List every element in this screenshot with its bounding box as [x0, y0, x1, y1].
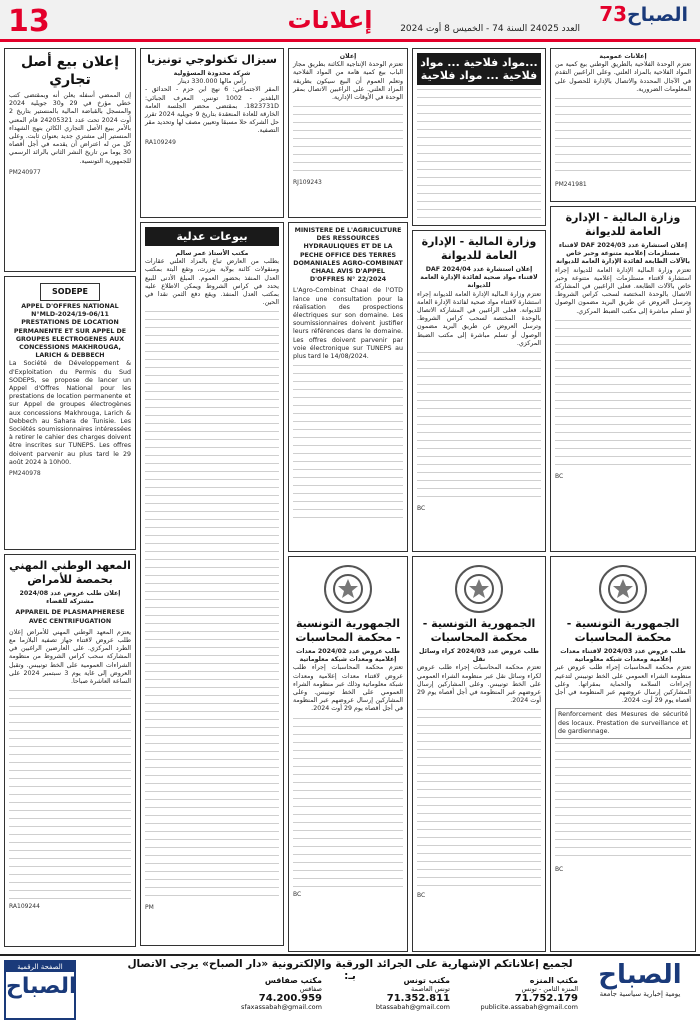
office-tunis [330, 976, 450, 1012]
ad-body: تعتزم الوحدة الفلاحية بالطريق الوطني بيع كمية من المواد الفلاحية بالمزاد العلني. وعلى الراغبين التقدم في الآجال المحددة والاتصال بالإدارة للحصول على المعلومات الضرورية. [555, 61, 691, 93]
ad-subtitle: إعلان استشارة عدد 04/DAF 2024 لاقتناء مواد صحية لفائدة الإدارة العامة للديوانة [420, 266, 538, 290]
footer-headline: لجميع إعلاناتكم الإشهارية على الجرائد الورقية والإلكترونية «دار الصباح» يرجى الاتصال بـ: [127, 958, 573, 982]
ad-text-block [9, 690, 131, 900]
masthead-number: 73 [599, 2, 628, 26]
ad-body: يعتزم المعهد الوطني المهني للأمراض إعلان طلب عروض لاقتناء جهاز تصفية البلازما مع الطرد المركزي. على العارضين الراغبين في المشاركة سحب كراس الشروط من منظومة الشراءات العمومية على الخط تونيبس. وتقبل العروض إلى غاية يوم 3 سبتمبر 2024 على الساعة العاشرة صباحا. [9, 628, 131, 686]
ad-public-notice [550, 48, 696, 202]
section-title: إعلانات [287, 6, 373, 34]
ad-text-block [417, 352, 541, 502]
footer-digital-logo[interactable] [4, 960, 76, 1020]
ad-title: إعلان بيع أصل تجاري [20, 54, 120, 88]
ad-subtitle: طلب عروض عدد 2024/02 معدات إعلامية ومعدات شبكة معلوماتية [296, 648, 400, 664]
ad-body: L'Agro-Combinat Chaal de l'OTD lance une consultation pour la réalisation des prospections électriques sur son domaine. Les soumissionnaires doivent justifier leurs références dans le domaine. Les offres doivent parvenir par voie électronique sur TUNEPS au plus tard le 14/08/2024. [293, 287, 403, 361]
office-sfax [202, 976, 322, 1012]
ad-office: مكتب الأستاذ عمر سالم [175, 250, 249, 257]
ad-text-block [417, 89, 541, 226]
ad-text-block [145, 311, 279, 901]
ad-body: المقر الاجتماعي: 6 نهج ابن حزم - الحدائق - البلفدير - 1002 تونس. المعرف الجبائي: 1823731D. بمقتضى محضر الجلسة العامة الخارقة للعادة المنعقدة بتاريخ 9 جويلية 2024 تقرر حل الشركة حلا مسبقا وتعيين مصف لها وتحديد مقر التصفية. [145, 86, 279, 135]
ad-reference: PM240977 [9, 168, 41, 176]
ad-reference: BC [417, 505, 426, 513]
ad-title: الجمهورية التونسية - محكمة المحاسبات [422, 617, 536, 644]
ad-body: إن الممضي أسفله يعلن أنه وبمقتضى كتب خطي مؤرخ في 29 و30 جويلية 2024 والمسجل بالقباضة المالية بالمنستير بتاريخ 2 أوت 2024 تحت عدد 24205321 قام المعني بالأمر ببيع الأصل التجاري الكائن بنهج الشهداء المنستير إلى مشتري جديد بعنوان ثابت. وعلى كل من له اعتراض أن يقدمه في أجل أقصاه 30 يوما من تاريخ النشر الثاني بالرائد الرسمي للجمهورية التونسية. [9, 92, 131, 165]
ad-sodepe-tender [4, 276, 136, 550]
ad-text-block [555, 743, 691, 863]
ad-title: ...مواد فلاحية ... مواد فلاحية ... مواد فلاحية [417, 53, 541, 85]
ad-subtitle: شركة محدودة المسؤولية [173, 70, 251, 77]
right-column [550, 48, 696, 952]
ad-company-dissolution [140, 48, 284, 218]
office-email[interactable]: btassabah@gmail.com [375, 1003, 450, 1011]
ad-reference: BC [417, 892, 426, 900]
ad-agri-notice [288, 48, 408, 218]
ad-title: بيوعات عدلية [145, 227, 279, 246]
ad-body: تعتزم وزارة المالية الإدارة العامة للديوانة إجراء استشارة لاقتناء مواد صحية لفائدة الإدارة العامة للديوانة. فعلى الراغبين في المشاركة الاتصال بالوحدة المختصة لسحب كراس الشروط. وترسل العروض عن طريق البريد مضمون الوصول أو تسلم مباشرة إلى مكتب الضبط المركزي. [417, 290, 541, 347]
ad-text-block [417, 709, 541, 889]
ad-body: تعتزم محكمة المحاسبات إجراء طلب عروض لاقتناء معدات إعلامية ومعدات شبكة معلوماتية وذلك عبر منظومة الشراء العمومي على الخط تونيبس. وعلى المشاركين إرسال عروضهم عبر المنظومة في أجل أقصاه يوم 29 أوت 2024. [293, 664, 403, 713]
ad-title: وزارة المالية - الإدارة العامة للديوانة [565, 211, 681, 238]
page-header [0, 0, 700, 42]
office-phone[interactable]: 71.352.811 [386, 993, 450, 1004]
office-address: تونس العاصمة [411, 985, 450, 993]
ad-title: سيزال تكنولوجي تونيزيا [147, 53, 277, 66]
ad-ministry-agriculture [288, 222, 408, 552]
tunisia-emblem-icon [324, 565, 372, 613]
ad-text-block [555, 98, 691, 178]
masthead-name: الصباح [627, 4, 688, 26]
ad-fr-notice: Renforcement des Mesures de sécurité des locaux. Prestation de surveillance et de gardiennage. [555, 708, 691, 739]
ad-text-block [293, 106, 403, 176]
ad-subtitle: إعلان طلب عروض عدد 2024/08 مشتركة للقضاء [19, 590, 121, 606]
ad-subtitle: طلب عروض عدد 2024/03 لاقتناء معدات إعلامية ومعدات شبكة معلوماتية [560, 648, 686, 664]
left-column [4, 48, 136, 952]
ad-reference: RA109244 [9, 903, 40, 911]
digital-label: الصفحة الرقمية [6, 962, 74, 972]
ad-reference: PM [145, 904, 154, 912]
office-email[interactable]: sfaxassabah@gmail.com [241, 1003, 322, 1011]
column-2 [140, 48, 284, 952]
office-address: المنزه الثامن - تونس [521, 985, 578, 993]
ad-label: إعلانات عمومية [599, 53, 647, 60]
ad-body: تعتزم محكمة المحاسبات إجراء طلب عروض عبر منظومة الشراء العمومي على الخط تونيبس لتدعيم إجراءات السلامة والحماية بمقراتها. وعلى المشاركين إرسال عروضهم عبر المنظومة في أجل أقصاه يوم 29 أوت 2024. [555, 664, 691, 705]
page-footer [0, 954, 700, 1023]
footer-brand-logo[interactable] [584, 960, 696, 998]
ad-institute-tender [4, 554, 136, 947]
ad-judicial-sales [140, 222, 284, 946]
ad-body: تعتزم الوحدة الإنتاجية الكائنة بطريق مجاز الباب بيع كمية هامة من المواد الفلاحية وتعلم العموم أن البيع سيكون بطريقة المزاد العلني. على الراغبين الاتصال بمقر الوحدة في الأوقات الإدارية. [293, 61, 403, 102]
tunisia-emblem-icon [599, 565, 647, 613]
masthead-logo[interactable] [592, 2, 692, 28]
digital-brand-name: الصباح [6, 974, 77, 999]
ad-label: إعلان [339, 53, 357, 60]
ad-subtitle: طلب عروض عدد 2024/03 كراء وسائل نقل [419, 648, 539, 664]
ad-body: La Société de Développement & d'Exploitation du Permis du Sud SODEPS, se propose de lancer un Appel d'Offres National pour les prestations de location permanente et sur Appel de groupes électrogènes aux concessions Makhrouga, Larich & Debbech au Sahara de Tunisie. Les Sociétés soumissionnaires intéressées à retirer le cahier des charges doivent être inscrites sur TUNEPS. Les offres doivent parvenir au plus tard le 29 août 2024 à 10h00. [9, 360, 131, 466]
brand-name: الصباح [598, 960, 682, 990]
ad-court-tender-a [288, 556, 408, 952]
ad-reference: BC [293, 890, 302, 898]
column-4 [412, 48, 546, 952]
ad-text-block [555, 320, 691, 470]
column-3 [288, 48, 408, 952]
ad-reference: RJ109243 [293, 179, 322, 187]
ad-reference: PM240978 [9, 470, 41, 478]
ad-body: تعتزم وزارة المالية الإدارة العامة للديوانة إجراء استشارة لاقتناء مستلزمات إعلامية متنوعة وحبر خاص بالآلات الطابعة. فعلى الراغبين في المشاركة الاتصال بالوحدة المختصة لسحب كراس الشروط. وترسل العروض عن طريق البريد مضمون الوصول أو تسلم مباشرة إلى مكتب الضبط المركزي. [555, 266, 691, 315]
ad-title: الجمهورية التونسية - محكمة المحاسبات [295, 617, 401, 644]
office-name: مكتب تونس [403, 976, 450, 985]
ad-reference: RA109249 [145, 138, 176, 146]
office-address: صفاقس [299, 985, 322, 993]
office-name: مكتب صفاقس [264, 976, 322, 985]
brand-tagline: يومية إخبارية سياسية جامعة [599, 990, 681, 998]
ad-body: بطلب من العارض تباع بالمزاد العلني عقارات ومنقولات كائنة بولاية بنزرت، وتقع البتة بمكتب العدل المنفذ بحضور العموم. المبلغ الأدنى للبيع يحدد في كراس الشروط ويمكن الاطلاع عليه بمكتب العدل المنفذ. ويقع دفع الثمن نقدا في الحين. [145, 258, 279, 307]
ad-customs-tender-b [550, 206, 696, 552]
office-menzah [458, 976, 578, 1012]
ad-sale-business [4, 48, 136, 272]
ad-reference: PM241981 [555, 181, 587, 189]
ad-title: المعهد الوطني المهني بحمصة للأمراض [9, 559, 131, 586]
office-email[interactable]: publicite.assabah@gmail.com [480, 1003, 578, 1011]
ad-subtitle: إعلان استشارة عدد 03/DAF 2024 لاقتناء مستلزمات إعلامية متنوعة وحبر خاص بالآلات الطابعة لفائدة الإدارة العامة للديوانة [555, 242, 691, 266]
office-phone[interactable]: 74.200.959 [258, 993, 322, 1004]
office-name: مكتب المنزه [529, 976, 578, 985]
ad-capital: رأس مالها 330.000 دينار [178, 78, 246, 86]
office-phone[interactable]: 71.752.179 [514, 993, 578, 1004]
ad-title: APPEL D'OFFRES NATIONAL N°MLD-2024/19-06/11 PRESTATIONS DE LOCATION PERMANENTE ET SUR APPEL DE GROUPES ELECTROGENES AUX CONCESSIONS MAKHROUGA, LARICH & DEBBECH [13, 303, 127, 360]
ad-reference: BC [555, 866, 564, 874]
ad-text-block [293, 718, 403, 888]
ad-text-block [293, 365, 403, 525]
ad-court-tender-b [412, 556, 546, 952]
issue-line: العدد 24025 السنة 74 - الخميس 8 أوت 2024 [400, 24, 580, 34]
ad-title: الجمهورية التونسية - محكمة المحاسبات [566, 617, 680, 644]
tunisia-emblem-icon [455, 565, 503, 613]
ad-fr-title: APPAREIL DE PLASMAPHERESE AVEC CENTRIFUGATION [15, 609, 125, 625]
ad-customs-tender-a [412, 230, 546, 552]
ad-title: وزارة المالية - الإدارة العامة للديوانة [421, 235, 537, 262]
ad-reference: BC [555, 472, 564, 480]
ad-body: تعتزم محكمة المحاسبات إجراء طلب عروض لكراء وسائل نقل عبر منظومة الشراء العمومي على الخط تونيبس. وعلى المشاركين إرسال عروضهم عبر المنظومة في أجل أقصاه يوم 29 أوت 2024. [417, 664, 541, 705]
ad-agri-notice-banner [412, 48, 546, 226]
ad-court-tender-c [550, 556, 696, 952]
sodepe-logo: SODEPE [40, 283, 100, 301]
page-number: 13 [8, 4, 50, 39]
ad-title: MINISTERE DE L'AGRICULTURE DES RESSOURCES HYDRAULIQUES ET DE LA PECHE OFFICE DES TERRES DOMANIALES AGRO-COMBINAT CHAAL AVIS D'APPEL D'OFFRES N° 22/2024 [293, 227, 403, 284]
